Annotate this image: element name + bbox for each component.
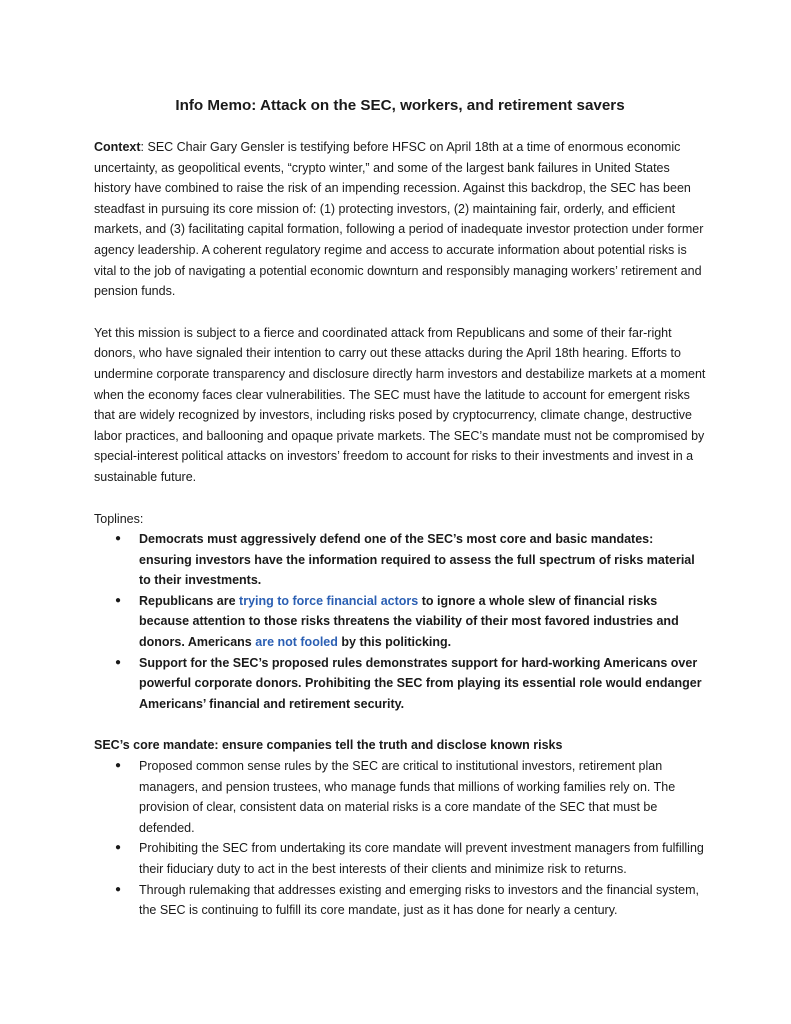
bullet-icon: ●	[115, 842, 122, 854]
toplines-list	[94, 529, 706, 714]
mandate-text: Prohibiting the SEC from undertaking its core mandate will prevent investment managers from fulfilling their fiduciary duty to act in the best interests of their clients and minimize risk to returns.	[139, 841, 704, 876]
topline-text: Republicans are	[139, 593, 240, 608]
topline-text: by this politicking.	[337, 635, 452, 650]
are-not-fooled-link[interactable]: are not fooled	[255, 635, 338, 650]
toplines-label: Toplines:	[94, 511, 144, 526]
mandate-list	[94, 756, 706, 921]
list-item	[94, 529, 706, 591]
list-item	[94, 880, 706, 921]
memo-page	[94, 96, 706, 921]
mandate-text: Through rulemaking that addresses existing and emerging risks to investors and the financial system, the SEC is continuing to fulfill its core mandate, just as it has done for nearly a century.	[139, 882, 700, 918]
bullet-icon: ●	[115, 594, 122, 606]
context-text: : SEC Chair Gary Gensler is testifying before HFSC on April 18th at a time of enormous economic uncertainty, as geopolitical events, “crypto winter,” and some of the largest bank failures in United States history have combined to raise the risk of an impending recession. Against this backdrop, the SEC has been steadfast in pursuing its core mission of: (1) protecting investors, (2) maintaining fair, orderly, and efficient markets, and (3) facilitating capital formation, following a period of inadequate investor protection under former agency leadership. A coherent regulatory regime and access to accurate information about potential risks is vital to the job of navigating a potential economic downturn and responsibly managing workers’ retirement and pension funds.	[94, 140, 704, 299]
trying-to-force-link[interactable]: trying to force financial actors	[239, 593, 419, 608]
section-heading: SEC’s core mandate: ensure companies tell the truth and disclose known risks	[94, 738, 563, 753]
bullet-icon: ●	[115, 883, 122, 895]
bullet-icon: ●	[115, 533, 122, 545]
context-paragraph	[94, 137, 706, 302]
topline-text: Support for the SEC’s proposed rules demonstrates support for hard-working Americans over powerful corporate donors. Prohibiting the SEC from playing its essential role would endanger Americans’ financial and retirement security.	[139, 655, 702, 711]
memo-title: Info Memo: Attack on the SEC, workers, and retirement savers	[175, 97, 625, 114]
list-item	[94, 653, 706, 715]
list-item	[94, 838, 706, 879]
topline-text: to ignore a whole slew of financial risks because attention to those risks threatens the viability of their most favored industries and donors. Americans	[139, 593, 679, 650]
attack-paragraph: Yet this mission is subject to a fierce and coordinated attack from Republicans and some of their far-right donors, who have signaled their intention to carry out these attacks during the April 18th hearing. Efforts to undermine corporate transparency and disclosure directly harm investors and destabilize markets at a moment when the economy faces clear vulnerabilities. The SEC must have the latitude to account for emergent risks that are widely recognized by investors, including risks posed by cryptocurrency, climate change, destructive labor practices, and ballooning and opaque private markets. The SEC’s mandate must not be compromised by special-interest political attacks on investors’ freedom to account for risks to their investments and invest in a sustainable future.	[94, 325, 706, 484]
topline-text: Democrats must aggressively defend one of the SEC’s most core and basic mandates: ensuring investors have the information required to assess the full spectrum of risks material to their investments.	[139, 532, 695, 588]
bullet-icon: ●	[115, 656, 122, 668]
bullet-icon: ●	[115, 760, 122, 772]
list-item	[94, 756, 706, 838]
context-label: Context	[94, 140, 141, 154]
mandate-text: Proposed common sense rules by the SEC are critical to institutional investors, retirement plan managers, and pension trustees, who manage funds that millions of working families rely on. The provision of clear, consistent data on material risks is a core mandate of the SEC that must be defended.	[139, 759, 676, 835]
list-item	[94, 591, 706, 653]
